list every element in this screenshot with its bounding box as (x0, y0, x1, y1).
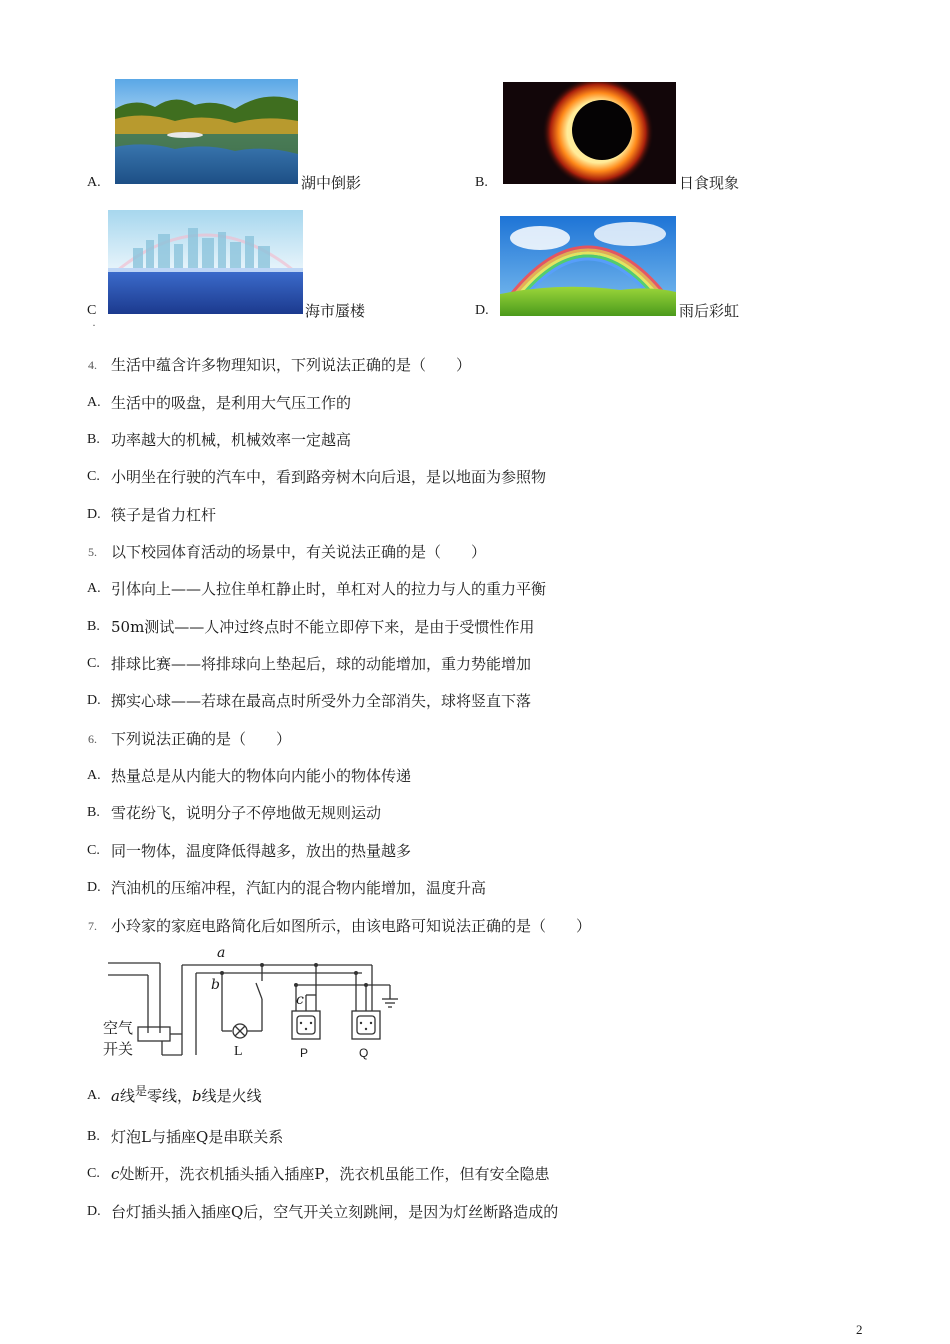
option-letter: B. (87, 805, 100, 820)
question-stem: 下列说法正确的是（ ） (111, 730, 292, 748)
option-text (111, 1086, 262, 1107)
var-b: b (192, 1087, 202, 1105)
option-text: 热量总是从内能大的物体向内能小的物体传递 (111, 767, 412, 785)
text-part: 处断开，洗衣机插头插入插座P，洗衣机虽能工作，但有安全隐患 (119, 1165, 550, 1183)
lamp-label: L (234, 1044, 243, 1059)
question-number: 4. (88, 358, 97, 372)
question-number: 5. (88, 545, 97, 559)
option-caption: 湖中倒影 (301, 174, 362, 192)
option-letter: C. (87, 656, 100, 671)
option-caption: 雨后彩虹 (679, 302, 740, 320)
option-text: 汽油机的压缩冲程，汽缸内的混合物内能增加，温度升高 (111, 879, 487, 897)
option-text: 小明坐在行驶的汽车中，看到路旁树木向后退，是以地面为参照物 (111, 468, 547, 486)
option-letter: C. (87, 1166, 100, 1181)
wire-a-label: a (217, 945, 226, 961)
option-letter: A. (87, 395, 101, 410)
option-letter: C. (87, 843, 100, 858)
option-letter: D. (87, 693, 101, 708)
option-text: 掷实心球——若球在最高点时所受外力全部消失，球将竖直下落 (111, 692, 532, 710)
stray-dot: · (92, 318, 96, 332)
point-c-label: c (296, 992, 304, 1008)
lake-reflection-image (115, 79, 298, 184)
option-text: 生活中的吸盘，是利用大气压工作的 (111, 394, 352, 412)
option-text: 同一物体，温度降低得越多，放出的热量越多 (111, 842, 412, 860)
option-text (111, 1164, 550, 1184)
option-letter: C. (87, 469, 100, 484)
option-letter: B. (87, 1129, 100, 1144)
var-a: a (111, 1087, 120, 1105)
rainbow-image (500, 216, 676, 316)
var-c: c (111, 1165, 120, 1183)
text-part: 零线， (146, 1087, 192, 1105)
option-letter: A. (87, 768, 101, 783)
solar-eclipse-image (503, 82, 676, 184)
option-caption: 海市蜃楼 (305, 302, 366, 320)
option-letter: A. (87, 1088, 101, 1103)
option-letter: A. (87, 581, 101, 596)
option-letter: D. (87, 1204, 101, 1219)
socket-q-label: Q (359, 1046, 369, 1060)
option-text: 排球比赛——将排球向上垫起后，球的动能增加，重力势能增加 (111, 655, 532, 673)
option-letter: B. (87, 432, 100, 447)
option-text: 灯泡L与插座Q是串联关系 (111, 1128, 284, 1146)
option-text: 引体向上——人拉住单杠静止时，单杠对人的拉力与人的重力平衡 (111, 580, 547, 598)
socket-p-label: P (300, 1046, 309, 1060)
option-letter: D. (87, 507, 101, 522)
option-letter: A. (87, 175, 101, 190)
air-switch-label: 开关 (103, 1040, 134, 1058)
option-text: 雪花纷飞，说明分子不停地做无规则运动 (111, 804, 382, 822)
option-caption: 日食现象 (679, 174, 740, 192)
question-number: 7. (88, 919, 97, 933)
option-text: 台灯插头插入插座Q后，空气开关立刻跳闸，是因为灯丝断路造成的 (111, 1203, 559, 1221)
mirage-city-image (108, 210, 303, 314)
option-letter: B. (87, 619, 100, 634)
air-switch-label: 空气 (103, 1019, 134, 1037)
question-stem: 生活中蕴含许多物理知识，下列说法正确的是（ ） (111, 356, 472, 374)
text-part: 线是火线 (201, 1087, 262, 1105)
question-stem: 小玲家的家庭电路简化后如图所示，由该电路可知说法正确的是（ ） (111, 917, 592, 935)
page-number: 2 (856, 1322, 863, 1337)
option-text: 功率越大的机械，机械效率一定越高 (111, 431, 352, 449)
option-letter: D. (87, 880, 101, 895)
option-letter: D. (475, 303, 489, 318)
wire-b-label: b (211, 977, 220, 993)
option-text: 50m测试——人冲过终点时不能立即停下来，是由于受惯性作用 (111, 618, 535, 636)
option-letter: C (87, 303, 97, 318)
text-part: 线 (119, 1087, 135, 1105)
question-stem: 以下校园体育活动的场景中，有关说法正确的是（ ） (111, 543, 487, 561)
question-number: 6. (88, 732, 97, 746)
option-letter: B. (475, 175, 488, 190)
text-part: 是 (134, 1084, 147, 1098)
option-text: 筷子是省力杠杆 (111, 506, 217, 524)
